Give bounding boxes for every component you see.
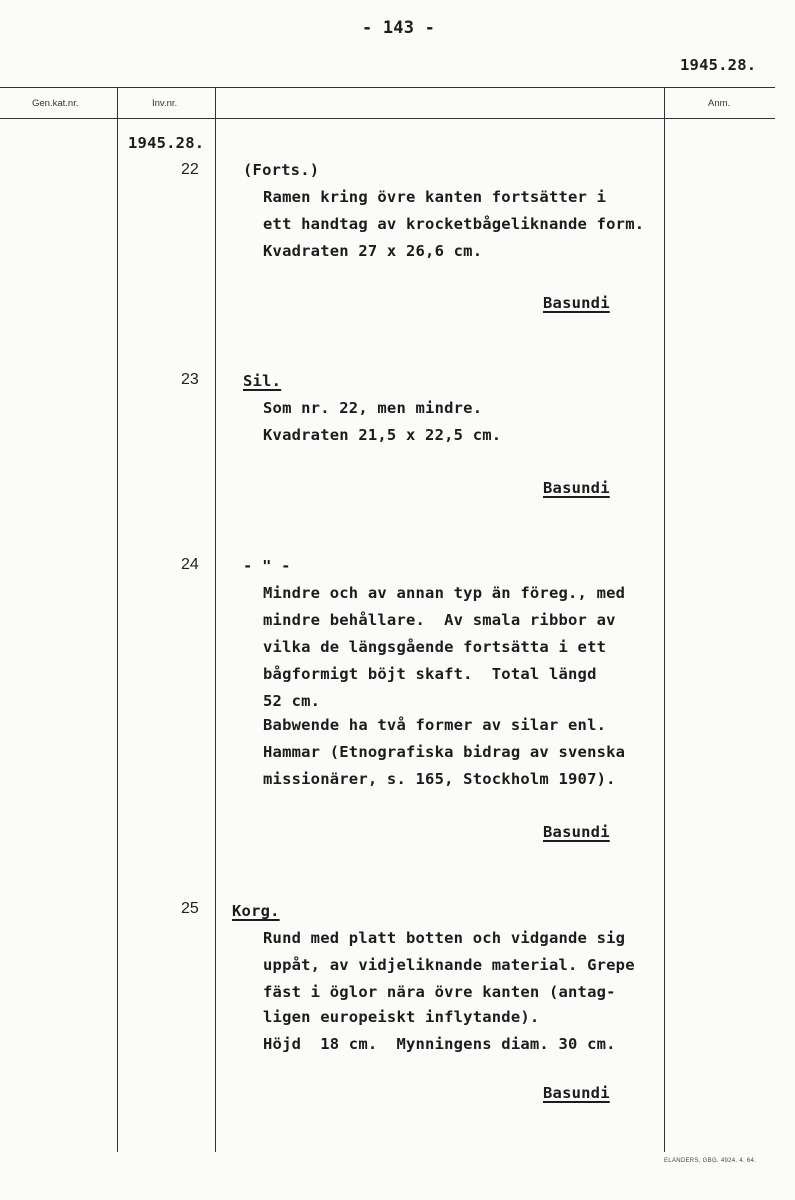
header-year: 1945.28. [680, 56, 757, 74]
entry-title: Sil. [243, 372, 282, 390]
entry-number: 22 [181, 161, 199, 178]
entry-signature: Basundi [543, 479, 610, 497]
column-divider-gen-kat [117, 87, 118, 1152]
entry-line: vilka de längsgående fortsätta i ett [263, 638, 607, 656]
page-number: - 143 - [362, 18, 436, 38]
column-header-gen-kat: Gen.kat.nr. [32, 98, 79, 109]
entry-number: 24 [181, 556, 199, 573]
entry-title: - " - [243, 557, 291, 575]
column-divider-anm [664, 87, 665, 1152]
entry-line: fäst i öglor nära övre kanten (antag- [263, 983, 616, 1001]
entry-line: 52 cm. [263, 692, 321, 710]
entry-signature: Basundi [543, 294, 610, 312]
entry-line: Ramen kring övre kanten fortsätter i [263, 188, 607, 206]
entry-line: mindre behållare. Av smala ribbor av [263, 611, 616, 629]
column-header-inv: Inv.nr. [152, 98, 178, 109]
entry-signature: Basundi [543, 1084, 610, 1102]
entry-line: uppåt, av vidjeliknande material. Grepe [263, 956, 635, 974]
column-header-anm: Anm. [708, 98, 731, 109]
entry-line: ligen europeiskt inflytande). [263, 1008, 540, 1026]
entry-line: Babwende ha två former av silar enl. [263, 716, 607, 734]
entry-signature: Basundi [543, 823, 610, 841]
entry-number: 25 [181, 900, 199, 917]
entry-line: ett handtag av krocketbågeliknande form. [263, 215, 645, 233]
entry-line: Som nr. 22, men mindre. [263, 399, 483, 417]
entry-line: Kvadraten 21,5 x 22,5 cm. [263, 426, 502, 444]
entry-line: missionärer, s. 165, Stockholm 1907). [263, 770, 616, 788]
entry-line: Rund med platt botten och vidgande sig [263, 929, 626, 947]
ledger-year: 1945.28. [128, 134, 205, 152]
entry-line: Kvadraten 27 x 26,6 cm. [263, 242, 483, 260]
entry-title: (Forts.) [243, 161, 320, 179]
entry-line: Hammar (Etnografiska bidrag av svenska [263, 743, 626, 761]
entry-line: Höjd 18 cm. Mynningens diam. 30 cm. [263, 1035, 616, 1053]
entry-line: bågformigt böjt skaft. Total längd [263, 665, 597, 683]
entry-line: Mindre och av annan typ än föreg., med [263, 584, 626, 602]
printer-mark: ELANDERS, GBG. 4924. 4. 64. [664, 1158, 757, 1164]
column-divider-inv [215, 87, 216, 1152]
entry-title: Korg. [232, 902, 280, 920]
entry-number: 23 [181, 371, 199, 388]
